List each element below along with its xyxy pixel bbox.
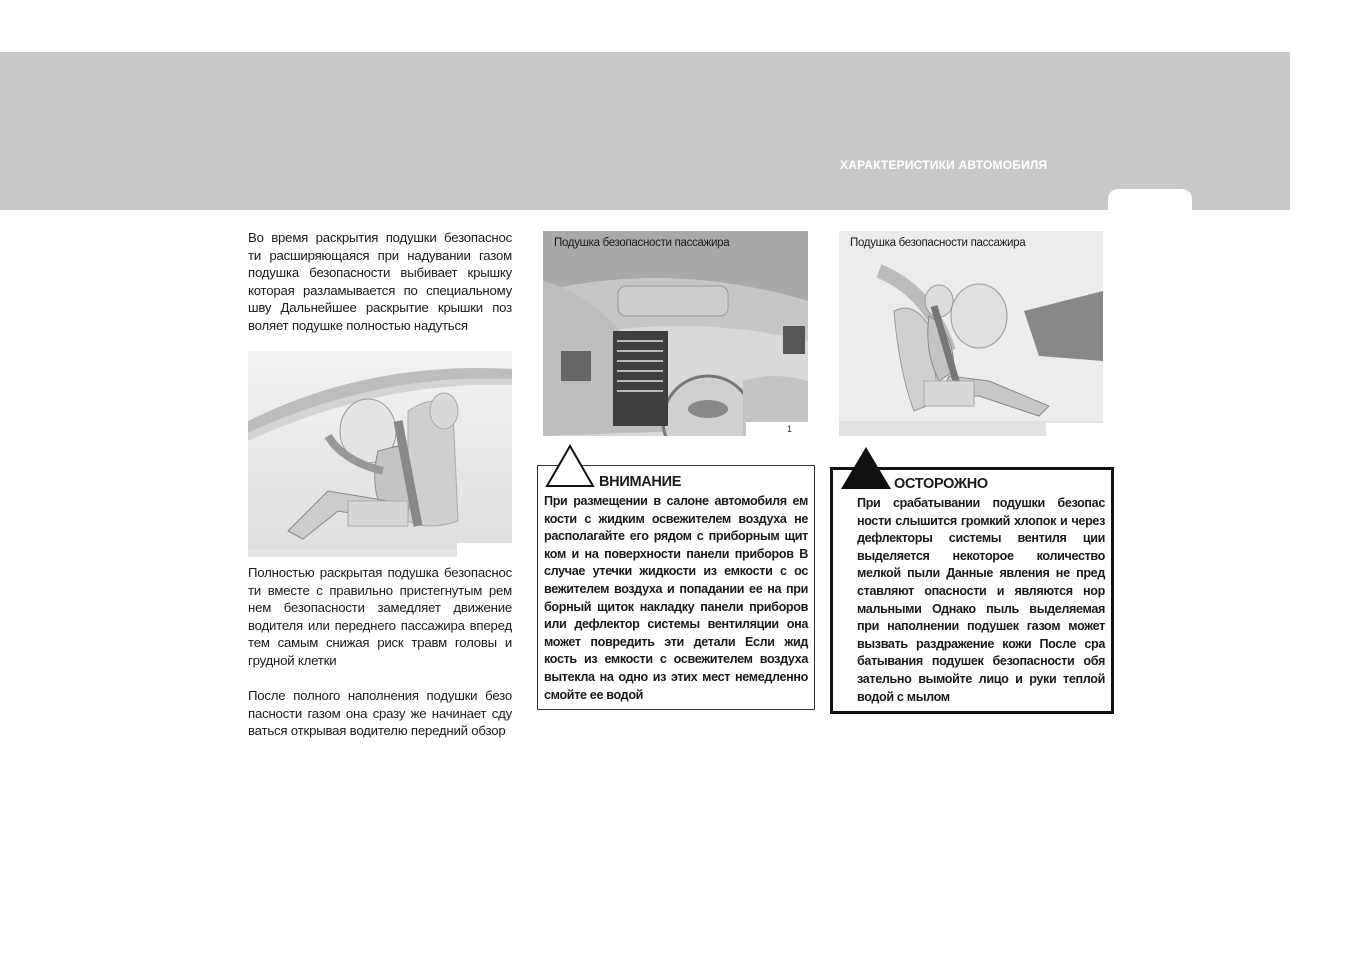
caution-title: ОСТОРОЖНО: [894, 476, 988, 492]
attention-notice: [537, 465, 815, 710]
paragraph-3: После полного наполнения подушки безо пасности газом она сразу же начинает сду ваться открывая водителю передний обзор: [248, 688, 512, 739]
attention-body: При размещении в салоне автомобиля ем кости с жидким освежителем воздуха не располагайте его рядом с приборным щит ком и на поверхности панели приборов В случае утечки жидкости из емкости с ос вежителем воздуха и попадании ее на при борный щиток накладку панели приборов или дефлектор системы вентиляции она может повредить эти детали Если жид кость из емкости с освежителем воздуха вытекла на одно из этих мест немедленно смойте ее водой: [544, 494, 808, 702]
caution-notice: [830, 467, 1114, 714]
section-title: ХАРАКТЕРИСТИКИ АВТОМОБИЛЯ: [840, 158, 1048, 172]
caution-body: При срабатывании подушки безопас ности слышится громкий хлопок и через дефлекторы системы вентиля ции выделяется некоторое количество мелкой пыли Данные явления не пред ставляют опасности и являются нор мальными Однако пыль выделяемая при наполнении подушек газом может вызвать раздражение кожи После сра батывания подушек безопасности обя зательно вымойте лицо и руки теплой водой с мылом: [857, 496, 1105, 704]
figure-label-tab: [1046, 423, 1103, 436]
passenger-figure-caption: Подушка безопасности пассажира: [850, 237, 1026, 249]
paragraph-2: Полностью раскрытая подушка безопаснос ти вместе с правильно пристегнутым рем нем безопасности замедляет движение водителя или переднего пассажира вперед тем самым снижая риск травм головы и грудной клетки: [248, 565, 512, 668]
warning-triangle-filled-icon: [840, 446, 892, 490]
dashboard-airbag-illustration: [543, 231, 808, 436]
dashboard-figure-caption: Подушка безопасности пассажира: [554, 237, 730, 249]
passenger-airbag-illustration: [839, 231, 1103, 436]
intro-paragraph: Во время раскрытия подушки безопаснос ти расширяющаяся при надувании газом подушка безопасности выбивает крышку которая разламывается по специальному шву Дальнейшее раскрытие крышки поз воляет подушке полностью надуться: [248, 230, 512, 333]
driver-airbag-illustration: [248, 351, 512, 557]
warning-triangle-outline-icon: [545, 444, 595, 488]
figure-number: 1: [786, 424, 792, 434]
figure-label-tab: [457, 543, 512, 557]
figure-number-tab: [746, 422, 808, 436]
attention-title: ВНИМАНИЕ: [599, 474, 682, 490]
header-band: [0, 52, 1290, 210]
page-number-tab: [1108, 189, 1192, 210]
